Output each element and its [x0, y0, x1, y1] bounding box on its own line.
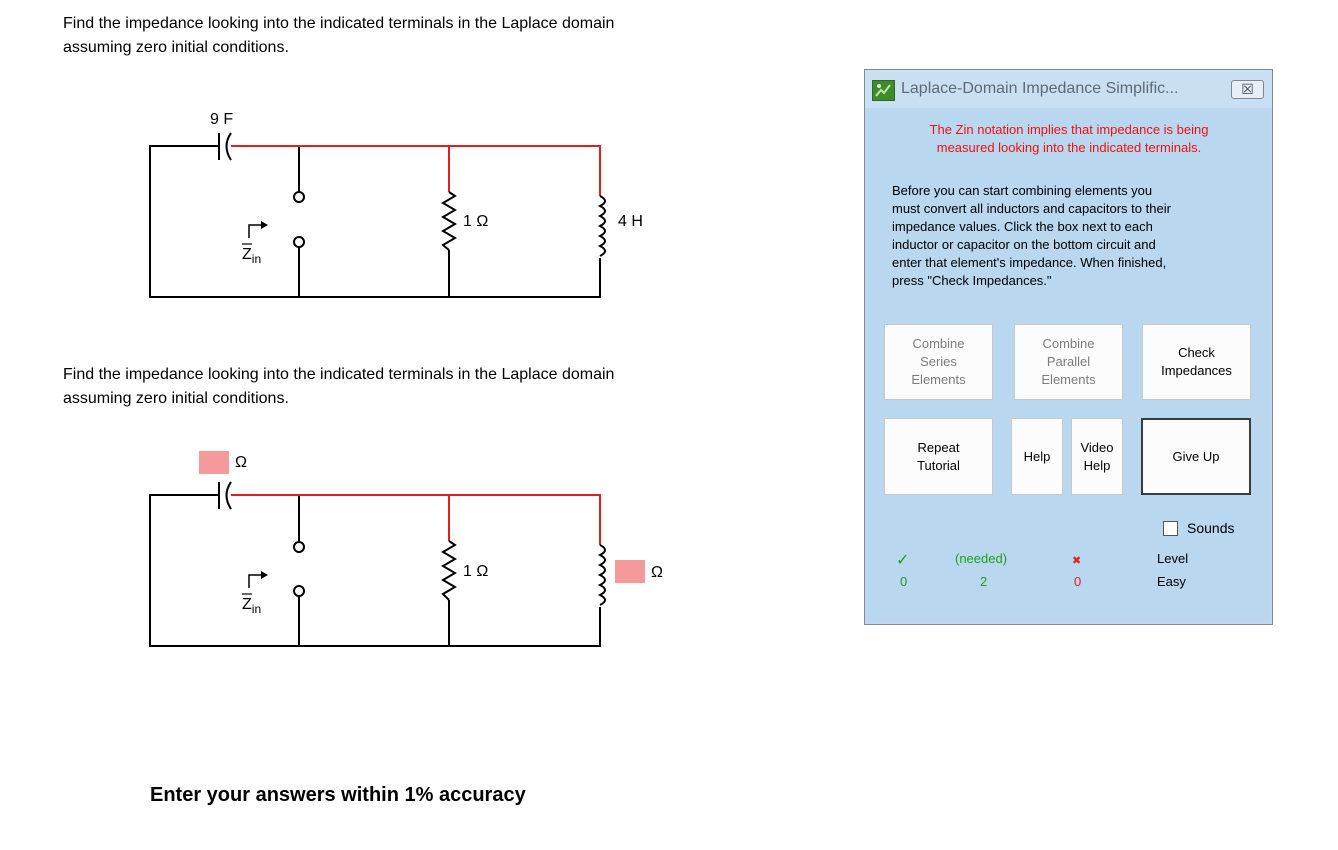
circuit-1-active-wire	[231, 146, 600, 196]
sounds-label: Sounds	[1187, 520, 1235, 536]
dialog-body	[869, 108, 1268, 620]
circuit-2-zin-arrowhead	[261, 571, 268, 579]
circuit-1-zin-label: $Z_{in}$	[242, 246, 262, 266]
capacitor-impedance-input[interactable]	[199, 451, 229, 474]
needed-label: (needed)	[955, 551, 1008, 566]
circuit-1-zin-arrow	[249, 225, 263, 238]
instructions-text	[892, 182, 1254, 290]
combine-series-button[interactable]: Combine Series Elements	[884, 324, 993, 400]
circuit-1-resistor-label: 1 Ω	[463, 213, 489, 230]
dialog-title: Laplace-Domain Impedance Simplific...	[901, 80, 1179, 97]
problem-2-line-2: assuming zero initial conditions.	[63, 390, 289, 407]
needed-count: 2	[980, 574, 988, 589]
circuits-svg	[0, 0, 760, 680]
circuit-1-inductor	[600, 196, 605, 256]
wrong-count: 0	[1074, 574, 1082, 589]
circuit-2	[150, 482, 605, 646]
problem-2-prompt	[63, 363, 614, 411]
close-button[interactable]	[1231, 80, 1264, 99]
correct-check-icon: ✓	[896, 552, 910, 569]
close-icon: ☒	[1241, 81, 1254, 97]
circuit-2-zin-label: $Z_{in}$	[242, 596, 262, 616]
correct-count: 0	[900, 574, 908, 589]
instructions-line: press "Check Impedances."	[892, 273, 1052, 288]
problem-1-line-2: assuming zero initial conditions.	[63, 39, 289, 56]
give-up-button[interactable]: Give Up	[1141, 418, 1251, 495]
instructions-line: enter that element's impedance. When finished,	[892, 255, 1167, 270]
problem-1-line-1: Find the impedance looking into the indicated terminals in the Laplace domain	[63, 15, 615, 32]
circuit-2-resistor	[443, 541, 455, 600]
level-value: Easy	[1157, 574, 1186, 589]
circuit-1-terminal-bottom	[294, 237, 304, 247]
sounds-checkbox[interactable]	[1163, 521, 1178, 536]
circuit-1-capacitor-curved-plate	[227, 133, 232, 160]
circuit-2-active-wire	[231, 495, 600, 545]
circuit-2-terminal-top	[294, 542, 304, 552]
zin-notice-line-2: measured looking into the indicated terminals.	[936, 140, 1202, 155]
instructions-line: impedance values. Click the box next to each	[892, 219, 1153, 234]
accuracy-note: Enter your answers within 1% accuracy	[150, 784, 526, 806]
capacitor-ohm-unit: Ω	[235, 454, 247, 471]
problem-2-line-1: Find the impedance looking into the indicated terminals in the Laplace domain	[63, 366, 615, 383]
zin-notice-line-1: The Zin notation implies that impedance is being	[929, 122, 1209, 137]
instructions-line: must convert all inductors and capacitors to their	[892, 201, 1171, 216]
inductor-impedance-input[interactable]	[615, 560, 645, 583]
repeat-tutorial-button[interactable]: Repeat Tutorial	[884, 418, 993, 495]
impedance-dialog	[864, 69, 1273, 625]
instructions-line: Before you can start combining elements you	[892, 183, 1153, 198]
wrong-x-icon: ✖	[1072, 555, 1082, 567]
dialog-titlebar[interactable]	[865, 70, 1272, 108]
circuit-2-resistor-label: 1 Ω	[463, 563, 489, 580]
circuit-2-inductor	[600, 545, 605, 605]
circuit-1-ground-wire	[150, 146, 600, 297]
instructions-line: inductor or capacitor on the bottom circuit and	[892, 237, 1156, 252]
circuit-2-ground-wire	[150, 495, 600, 646]
inductor-ohm-unit: Ω	[651, 564, 663, 581]
circuit-1-inductor-label: 4 H	[618, 213, 643, 230]
check-impedances-button[interactable]: Check Impedances	[1142, 324, 1251, 400]
circuit-2-zin-arrow	[249, 575, 263, 588]
app-icon	[872, 80, 895, 101]
circuit-1-resistor	[443, 192, 455, 250]
circuit-1-capacitor-label: 9 F	[210, 111, 234, 128]
level-label: Level	[1157, 551, 1189, 566]
circuit-1-terminal-top	[294, 192, 304, 202]
circuit-2-capacitor-curved-plate	[227, 482, 232, 509]
combine-parallel-button[interactable]: Combine Parallel Elements	[1014, 324, 1123, 400]
circuit-1-zin-arrowhead	[261, 221, 268, 229]
circuit-2-terminal-bottom	[294, 586, 304, 596]
help-button[interactable]: Help	[1011, 418, 1063, 495]
video-help-button[interactable]: Video Help	[1071, 418, 1123, 495]
circuit-1	[150, 111, 643, 297]
zin-notice	[877, 121, 1261, 157]
